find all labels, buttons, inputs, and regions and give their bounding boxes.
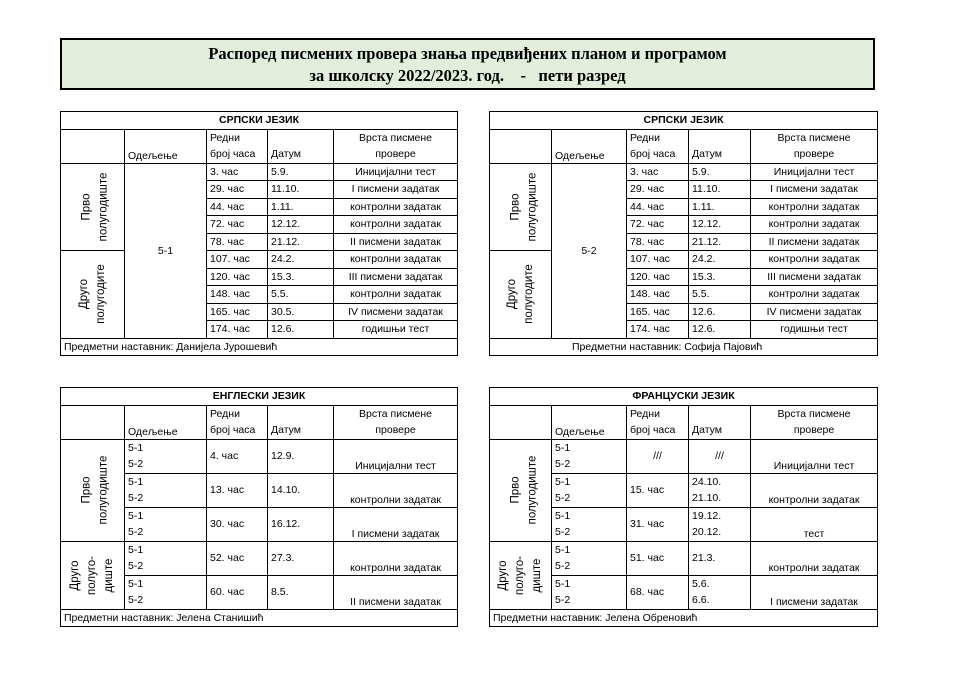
lesson-number: 29. час xyxy=(627,181,689,199)
table-body xyxy=(490,112,878,356)
class-label: 5-2 xyxy=(125,592,207,609)
test-type: тест xyxy=(751,507,878,541)
second-term-label xyxy=(490,251,552,339)
table-body xyxy=(61,112,458,356)
lesson-number: 52. час xyxy=(207,541,268,575)
table-body xyxy=(490,388,878,627)
lesson-number: 72. час xyxy=(627,216,689,234)
test-date: 21.12. xyxy=(268,233,334,251)
test-date: 12.6. xyxy=(268,321,334,339)
test-date: 5.9. xyxy=(268,163,334,181)
class-label: 5-2 xyxy=(552,456,627,473)
header-broj-casa: број часа xyxy=(207,422,268,439)
test-type: Иницијални тест xyxy=(334,439,458,473)
test-type: контролни задатак xyxy=(334,286,458,304)
test-type: III писмени задатак xyxy=(751,268,878,286)
header-odeljenje: Одељење xyxy=(552,405,627,439)
header-datum-top xyxy=(689,405,751,422)
test-type: контролни задатак xyxy=(334,541,458,575)
lesson-number: 60. час xyxy=(207,575,268,609)
test-type: контролни задатак xyxy=(751,251,878,269)
term-label-line: диште xyxy=(103,558,115,592)
serbian-5-2-table xyxy=(489,111,878,356)
test-type: Иницијални тест xyxy=(751,163,878,181)
header-datum: Датум xyxy=(689,146,751,163)
term-label-line: Прво xyxy=(509,193,522,221)
lesson-number: 15. час xyxy=(627,473,689,507)
test-type: годишњи тест xyxy=(334,321,458,339)
test-type: I писмени задатак xyxy=(751,181,878,199)
test-date: 15.3. xyxy=(689,268,751,286)
lesson-number: 3. час xyxy=(627,163,689,181)
class-label: 5-2 xyxy=(552,558,627,575)
class-label: 5-1 xyxy=(552,541,627,558)
class-label: 5-1 xyxy=(552,575,627,592)
test-date: 24.10. xyxy=(689,473,751,490)
lesson-number: 165. час xyxy=(627,303,689,321)
header-broj-casa: број часа xyxy=(627,146,689,163)
test-date: 6.6. xyxy=(689,592,751,609)
term-label xyxy=(507,172,541,241)
test-type: контролни задатак xyxy=(334,473,458,507)
lesson-number: 51. час xyxy=(627,541,689,575)
lesson-number: 78. час xyxy=(207,233,268,251)
test-date: 30.5. xyxy=(268,303,334,321)
term-label-line: полугодиште xyxy=(97,172,110,242)
test-type: II писмени задатак xyxy=(751,233,878,251)
class-label: 5-2 xyxy=(125,558,207,575)
lesson-number: 148. час xyxy=(207,286,268,304)
class-label: 5-2 xyxy=(552,524,627,541)
term-label-line: полугодите xyxy=(94,264,107,325)
subject-title: СРПСКИ ЈЕЗИК xyxy=(61,112,458,130)
second-term-label xyxy=(61,541,125,609)
header-datum-top xyxy=(268,405,334,422)
term-label-line: Прво xyxy=(80,476,93,504)
test-date: 11.10. xyxy=(689,181,751,199)
header-row xyxy=(490,405,878,422)
first-term-label xyxy=(490,163,552,251)
header-provere: провере xyxy=(334,146,458,163)
term-label-line: Прво xyxy=(80,193,93,221)
header-datum: Датум xyxy=(268,422,334,439)
term-label xyxy=(78,456,112,525)
header-odeljenje: Одељење xyxy=(552,129,627,163)
term-label xyxy=(495,556,546,595)
empty-cell xyxy=(61,129,125,163)
class-label: 5-1 xyxy=(552,473,627,490)
test-type: контролни задатак xyxy=(334,216,458,234)
term-label-line: полуго- xyxy=(514,555,526,595)
teacher-name: Предметни наставник: Софија Пајовић xyxy=(490,338,878,356)
header-vrsta: Врста писмене xyxy=(334,129,458,146)
table-row xyxy=(61,251,458,269)
test-type: III писмени задатак xyxy=(334,268,458,286)
page-header xyxy=(60,38,875,90)
subject-row xyxy=(61,112,458,130)
term-label xyxy=(76,264,110,324)
test-type: IV писмени задатак xyxy=(751,303,878,321)
class-label: 5-1 xyxy=(125,473,207,490)
empty-cell xyxy=(490,129,552,163)
teacher-name: Предметни наставник: Јелена Обреновић xyxy=(490,609,878,627)
test-date: 5.5. xyxy=(268,286,334,304)
class-label: 5-1 xyxy=(125,541,207,558)
class-label: 5-2 xyxy=(125,490,207,507)
test-type: контролни задатак xyxy=(751,198,878,216)
lesson-number: 78. час xyxy=(627,233,689,251)
lesson-number: 29. час xyxy=(207,181,268,199)
table-row xyxy=(61,439,458,456)
header-broj-casa: број часа xyxy=(207,146,268,163)
header-datum-top xyxy=(689,129,751,146)
class-label: 5-1 xyxy=(125,575,207,592)
term-label xyxy=(507,456,541,525)
term-label-line: полуго- xyxy=(86,555,98,595)
class-label: 5-2 xyxy=(552,490,627,507)
header-datum: Датум xyxy=(689,422,751,439)
test-type: контролни задатак xyxy=(751,216,878,234)
header-odeljenje: Одељење xyxy=(125,129,207,163)
term-label-line: полугодиште xyxy=(526,455,539,525)
test-date: 24.2. xyxy=(689,251,751,269)
test-date: 21.10. xyxy=(689,490,751,507)
class-label: 5-1 xyxy=(125,163,207,338)
term-label xyxy=(67,556,118,595)
term-label-line: полугодиште xyxy=(97,455,110,525)
first-term-label xyxy=(490,439,552,541)
header-title-line1: Распоред писмених провера знања предвиђених планом и програмом xyxy=(208,44,727,63)
test-date: 11.10. xyxy=(268,181,334,199)
test-date: 19.12. xyxy=(689,507,751,524)
lesson-number: 174. час xyxy=(207,321,268,339)
table-row xyxy=(490,163,878,181)
header-redni: Редни xyxy=(627,129,689,146)
test-date: 5.9. xyxy=(689,163,751,181)
lesson-number: 148. час xyxy=(627,286,689,304)
table-row xyxy=(490,251,878,269)
test-type: IV писмени задатак xyxy=(334,303,458,321)
test-date: 12.9. xyxy=(268,439,334,473)
term-label-line: Друго xyxy=(69,559,81,591)
term-label-line: диште xyxy=(531,558,543,592)
test-type: контролни задатак xyxy=(751,541,878,575)
test-date: 24.2. xyxy=(268,251,334,269)
table-body xyxy=(61,388,458,627)
lesson-number: 107. час xyxy=(207,251,268,269)
teacher-name: Предметни наставник: Данијела Јурошевић xyxy=(61,338,458,356)
header-vrsta: Врста писмене xyxy=(751,129,878,146)
header-redni: Редни xyxy=(207,129,268,146)
subject-row xyxy=(490,388,878,406)
header-vrsta: Врста писмене xyxy=(751,405,878,422)
lesson-number: 165. час xyxy=(207,303,268,321)
test-date: 1.11. xyxy=(689,198,751,216)
term-label-line: полугодите xyxy=(522,264,535,325)
class-label: 5-2 xyxy=(125,456,207,473)
footer-row xyxy=(490,338,878,356)
second-term-label xyxy=(61,251,125,339)
first-term-label xyxy=(61,439,125,541)
footer-row xyxy=(61,338,458,356)
test-type: I писмени задатак xyxy=(751,575,878,609)
lesson-number: 44. час xyxy=(207,198,268,216)
test-date: 5.6. xyxy=(689,575,751,592)
test-type: контролни задатак xyxy=(334,198,458,216)
test-date: 27.3. xyxy=(268,541,334,575)
test-date: 21.12. xyxy=(689,233,751,251)
header-vrsta: Врста писмене xyxy=(334,405,458,422)
table-row xyxy=(490,541,878,558)
term-label-line: Друго xyxy=(77,279,90,310)
header-title-line2: за школску 2022/2023. год. - пети разред xyxy=(309,66,626,85)
test-type: контролни задатак xyxy=(334,251,458,269)
class-label: 5-2 xyxy=(552,592,627,609)
header-broj-casa: број часа xyxy=(627,422,689,439)
subject-row xyxy=(61,388,458,406)
class-label: 5-1 xyxy=(552,439,627,456)
header-datum: Датум xyxy=(268,146,334,163)
subject-title: ФРАНЦУСКИ ЈЕЗИК xyxy=(490,388,878,406)
test-date: 12.12. xyxy=(268,216,334,234)
first-term-label xyxy=(61,163,125,251)
header-provere: провере xyxy=(751,146,878,163)
lesson-number: 31. час xyxy=(627,507,689,541)
term-label xyxy=(504,264,538,324)
lesson-number: /// xyxy=(627,439,689,473)
lesson-number: 120. час xyxy=(207,268,268,286)
table-row xyxy=(490,439,878,456)
lesson-number: 174. час xyxy=(627,321,689,339)
test-date: 20.12. xyxy=(689,524,751,541)
header-redni: Редни xyxy=(207,405,268,422)
lesson-number: 72. час xyxy=(207,216,268,234)
test-date: 5.5. xyxy=(689,286,751,304)
subject-title: СРПСКИ ЈЕЗИК xyxy=(490,112,878,130)
lesson-number: 30. час xyxy=(207,507,268,541)
test-date: 15.3. xyxy=(268,268,334,286)
test-date: 12.6. xyxy=(689,303,751,321)
subject-row xyxy=(490,112,878,130)
lesson-number: 107. час xyxy=(627,251,689,269)
subject-title: ЕНГЛЕСКИ ЈЕЗИК xyxy=(61,388,458,406)
footer-row xyxy=(61,609,458,627)
footer-row xyxy=(490,609,878,627)
test-date: /// xyxy=(689,439,751,473)
term-label-line: полугодиште xyxy=(526,172,539,242)
lesson-number: 120. час xyxy=(627,268,689,286)
teacher-name: Предметни наставник: Јелена Станишић xyxy=(61,609,458,627)
table-row xyxy=(61,163,458,181)
header-odeljenje: Одељење xyxy=(125,405,207,439)
test-type: Иницијални тест xyxy=(334,163,458,181)
english-table xyxy=(60,387,458,627)
test-type: II писмени задатак xyxy=(334,233,458,251)
empty-cell xyxy=(61,405,125,439)
lesson-number: 4. час xyxy=(207,439,268,473)
class-label: 5-2 xyxy=(552,163,627,338)
header-row xyxy=(490,129,878,146)
test-date: 21.3. xyxy=(689,541,751,575)
test-date: 14.10. xyxy=(268,473,334,507)
test-date: 16.12. xyxy=(268,507,334,541)
test-type: контролни задатак xyxy=(751,286,878,304)
french-table xyxy=(489,387,878,627)
serbian-5-1-table xyxy=(60,111,458,356)
table-row xyxy=(61,541,458,558)
header-row xyxy=(61,405,458,422)
class-label: 5-1 xyxy=(552,507,627,524)
test-date: 1.11. xyxy=(268,198,334,216)
header-row xyxy=(61,129,458,146)
class-label: 5-1 xyxy=(125,439,207,456)
term-label-line: Прво xyxy=(509,476,522,504)
term-label xyxy=(78,172,112,241)
second-term-label xyxy=(490,541,552,609)
header-redni: Редни xyxy=(627,405,689,422)
header-provere: провере xyxy=(334,422,458,439)
test-date: 12.12. xyxy=(689,216,751,234)
lesson-number: 13. час xyxy=(207,473,268,507)
test-type: годишњи тест xyxy=(751,321,878,339)
test-type: I писмени задатак xyxy=(334,181,458,199)
term-label-line: Друго xyxy=(497,559,509,591)
class-label: 5-2 xyxy=(125,524,207,541)
class-label: 5-1 xyxy=(125,507,207,524)
header-datum-top xyxy=(268,129,334,146)
test-type: I писмени задатак xyxy=(334,507,458,541)
lesson-number: 68. час xyxy=(627,575,689,609)
header-provere: провере xyxy=(751,422,878,439)
term-label-line: Друго xyxy=(505,279,518,310)
test-type: контролни задатак xyxy=(751,473,878,507)
empty-cell xyxy=(490,405,552,439)
lesson-number: 44. час xyxy=(627,198,689,216)
test-type: Иницијални тест xyxy=(751,439,878,473)
test-type: II писмени задатак xyxy=(334,575,458,609)
test-date: 12.6. xyxy=(689,321,751,339)
test-date: 8.5. xyxy=(268,575,334,609)
lesson-number: 3. час xyxy=(207,163,268,181)
